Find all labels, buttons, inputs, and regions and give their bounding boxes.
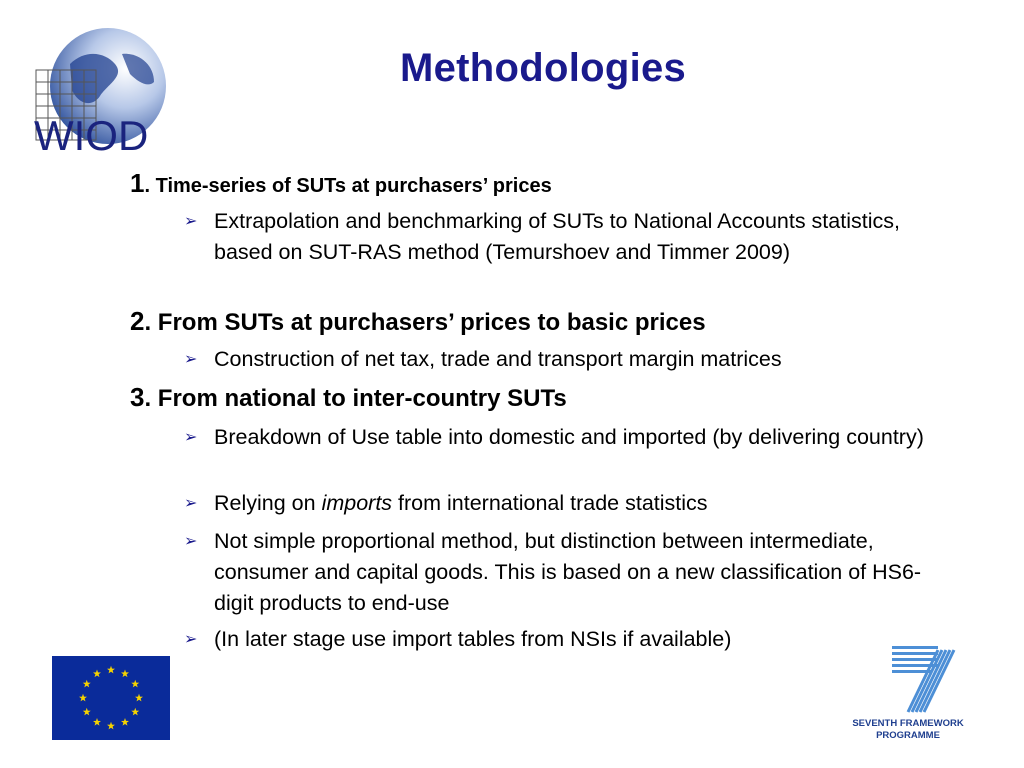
bullet-text: (In later stage use import tables from NSIs if available)	[214, 627, 732, 651]
section-heading-text: . From national to inter-country SUTs	[144, 385, 567, 412]
wiod-logo-text: WIOD	[34, 112, 149, 156]
bullet-item	[184, 344, 954, 375]
bullet-text: Construction of net tax, trade and transport margin matrices	[214, 347, 782, 371]
section-number: 3	[130, 382, 145, 412]
arrow-bullet-icon: ➢	[184, 533, 198, 550]
eu-flag-logo	[52, 656, 170, 740]
bullet-text: Breakdown of Use table into domestic and imported (by delivering country)	[214, 425, 924, 449]
section-1-heading	[130, 168, 552, 199]
bullet-item	[184, 206, 954, 268]
bullet-item	[184, 488, 954, 519]
section-2-heading	[130, 306, 706, 337]
bullet-item	[184, 624, 954, 655]
bullet-text-part: from international trade statistics	[392, 491, 708, 515]
fp7-logo	[846, 642, 970, 744]
wiod-logo	[30, 24, 170, 156]
fp7-logo-line2: PROGRAMME	[876, 730, 940, 741]
arrow-bullet-icon: ➢	[184, 351, 198, 368]
bullet-text	[214, 488, 954, 519]
bullet-item	[184, 526, 954, 619]
section-number: 2	[130, 306, 145, 336]
bullet-text: Not simple proportional method, but distinction between intermediate, consumer and capital goods. This is based on a new classification of HS6-digit products to end-use	[214, 529, 922, 615]
section-heading-text: . Time-series of SUTs at purchasers’ prices	[144, 175, 552, 197]
arrow-bullet-icon: ➢	[184, 429, 198, 446]
bullet-text-part: Relying on	[214, 491, 322, 515]
bullet-text-italic: imports	[321, 491, 393, 515]
section-heading-text: . From SUTs at purchasers’ prices to basic prices	[144, 309, 706, 336]
arrow-bullet-icon: ➢	[184, 495, 198, 512]
bullet-item	[184, 422, 954, 453]
section-number: 1	[130, 168, 145, 198]
slide-title: Methodologies	[400, 46, 687, 90]
fp7-logo-line1: SEVENTH FRAMEWORK	[852, 718, 964, 729]
bullet-text: Extrapolation and benchmarking of SUTs to National Accounts statistics, based on SUT-RAS method (Temurshoev and Timmer 2009)	[214, 209, 900, 264]
section-3-heading	[130, 382, 567, 413]
arrow-bullet-icon: ➢	[184, 631, 198, 648]
arrow-bullet-icon: ➢	[184, 213, 198, 230]
